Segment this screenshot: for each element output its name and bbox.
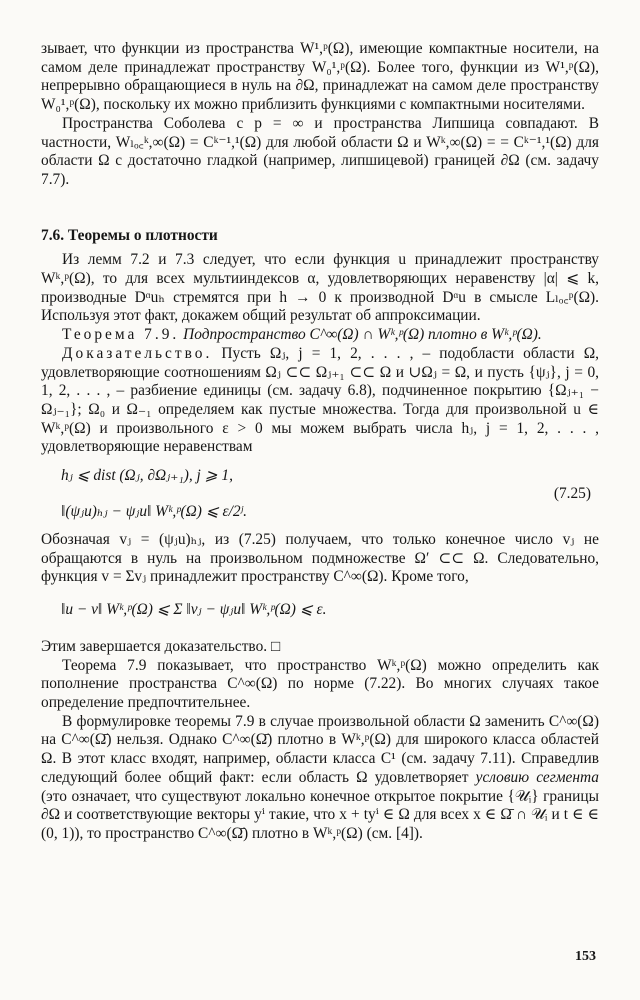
page-number: 153	[575, 949, 596, 964]
paragraph-1: зывает, что функции из пространства W¹,ᵖ(Ω), имеющие компактные носители, на самом деле принадлежат пространству W₀¹,ᵖ(Ω). Более того, функции из W¹,ᵖ(Ω), непрерывно обращающиеся в нуль на ∂Ω, принадлежат на самом деле пространству W₀¹,ᵖ(Ω), поскольку их можно приблизить функциями с компактными носителями.	[41, 40, 599, 114]
proof-text: Пусть Ωⱼ, j = 1, 2, . . . , – подобласти области Ω, удовлетворяющие соотношениям Ωⱼ ⊂⊂ Ωⱼ₊₁ ⊂⊂ Ω и ∪Ωⱼ = Ω, и пусть {ψⱼ}, j = 0, 1, 2, . . . , – разбиение единицы (см. задачу 6.8), подчиненное покрытию {Ωⱼ₊₁ − Ωⱼ₋₁}; Ω₀ и Ω₋₁ определяем как пустые множества. Тогда для произвольной u ∈ Wᵏ,ᵖ(Ω) и произвольного ε > 0 мы можем выбрать числа hⱼ, j = 1, 2, . . . , удовлетворяющие неравенствам	[41, 344, 599, 456]
paragraph-lemmas: Из лемм 7.2 и 7.3 следует, что если функция u принадлежит пространству Wᵏ,ᵖ(Ω), то для всех мультииндексов α, удовлетворяющих неравенству |α| ⩽ k, производные Dᵅuₕ стремятся при h → 0 к производной Dᵅu в смысле Lₗₒ꜀ᵖ(Ω). Используя этот факт, докажем общий результат об аппроксимации.	[41, 251, 599, 325]
formula-line-2: ‖(ψⱼu)ₕⱼ − ψⱼu‖ Wᵏ,ᵖ(Ω) ⩽ ε/2ʲ.	[61, 503, 247, 521]
paragraph-notation: Обозначая vⱼ = (ψⱼu)ₕⱼ, из (7.25) получаем, что только конечное число vⱼ не обращаются в нуль на произвольном подмножестве Ω′ ⊂⊂ Ω. Следовательно, функция v = Σvⱼ принадлежит пространству C^∞(Ω). Кроме того,	[41, 531, 599, 586]
paragraph-segment-condition	[41, 713, 599, 844]
segment-text-end: (это означает, что существуют локально конечное открытое покрытие {𝒰ᵢ} границы ∂Ω и соответствующие векторы yⁱ такие, что x + tyⁱ ∈ Ω для всех x ∈ Ω̄ ∩ 𝒰ᵢ и t ∈ ∈ (0, 1)), то пространство C^∞(Ω̄) плотно в Wᵏ,ᵖ(Ω) (см. [4]).	[41, 787, 599, 842]
theorem-statement: Подпространство C^∞(Ω) ∩ Wᵏ,ᵖ(Ω) плотно в Wᵏ,ᵖ(Ω).	[183, 326, 542, 344]
proof-end: Этим завершается доказательство. □	[41, 637, 281, 655]
page-body	[41, 40, 599, 844]
formula-7-25	[41, 467, 599, 525]
section-heading: 7.6. Теоремы о плотности	[41, 226, 218, 244]
formula-estimate: ‖u − v‖ Wᵏ,ᵖ(Ω) ⩽ Σ ‖vⱼ − ψⱼu‖ Wᵏ,ᵖ(Ω) ⩽ ε.	[61, 601, 327, 619]
formula-line-1: hⱼ ⩽ dist (Ωⱼ, ∂Ωⱼ₊₁), j ⩾ 1,	[61, 467, 233, 485]
paragraph-completion: Теорема 7.9 показывает, что пространство Wᵏ,ᵖ(Ω) можно определить как пополнение пространства C^∞(Ω) по норме (7.22). Во многих случаях такое определение предпочтительнее.	[41, 656, 599, 711]
theorem-7-9	[41, 326, 599, 345]
paragraph-sobolev-lipschitz: Пространства Соболева с p = ∞ и пространства Липшица совпадают. В частности, Wₗₒ꜀ᵏ,∞(Ω) = Cᵏ⁻¹,¹(Ω) для любой области Ω и Wᵏ,∞(Ω) = = Cᵏ⁻¹,¹(Ω) для области Ω с достаточно гладкой (например, липшицевой) границей ∂Ω (см. задачу 7.7).	[41, 114, 599, 188]
segment-condition-term: условию сегмента	[475, 768, 599, 786]
equation-number: (7.25)	[553, 485, 591, 503]
theorem-label: Теорема 7.9.	[62, 326, 180, 344]
proof	[41, 345, 599, 457]
segment-text-start: В формулировке теоремы 7.9 в случае произвольной области Ω заменить C^∞(Ω) на C^∞(Ω̄) нельзя. Однако C^∞(Ω̄) плотно в Wᵏ,ᵖ(Ω) для широкого класса областей Ω. В этот класс входят, например, области класса C¹ (см. задачу 7.11). Справедлив следующий более общий факт: если область Ω удовлетворяет	[41, 712, 599, 786]
proof-label: Доказательство.	[62, 344, 213, 362]
